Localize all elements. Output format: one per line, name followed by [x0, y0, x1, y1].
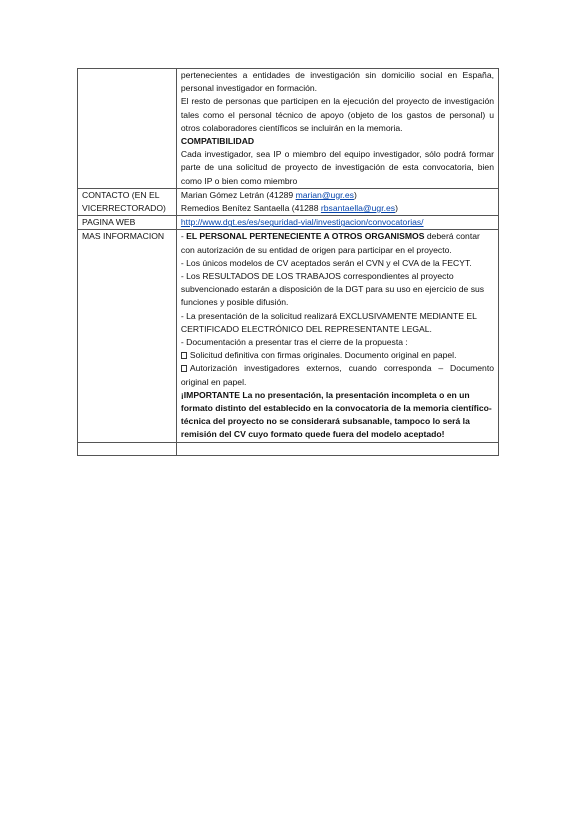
- web-link[interactable]: http://www.dgt.es/es/seguridad-vial/investigacion/convocatorias/: [180, 217, 424, 228]
- contact-person-1: Marian Gómez Letrán (41289 marian@ugr.es): [180, 189, 357, 200]
- web-cell: [176, 216, 498, 230]
- info-item-1: - EL PERSONAL PERTENECIENTE A OTROS ORGANISMOS deberá contar con autorización de su entidad de origen para participar en el proyecto.: [180, 231, 480, 255]
- table-row: [78, 216, 499, 230]
- more-info-cell: [176, 230, 498, 442]
- info-table: [77, 68, 499, 456]
- info-item-2: - Los únicos modelos de CV aceptados serán el CVN y el CVA de la FECYT.: [180, 257, 472, 268]
- info-item-3: - Los RESULTADOS DE LOS TRABAJOS correspondientes al proyecto subvencionado estarán a disposición de la DGT para su uso en ejercicio de sus funciones y posible difusión.: [180, 271, 485, 308]
- contact-cell: [176, 188, 498, 215]
- participants-para-1: pertenecientes a entidades de investigación sin domicilio social en España, personal investigador en formación.: [180, 70, 494, 94]
- compatibility-heading: COMPATIBILIDAD: [180, 136, 255, 147]
- empty-cell: [176, 442, 498, 455]
- participants-cell: [176, 69, 498, 189]
- more-info-label: MAS INFORMACION: [78, 230, 177, 442]
- table-row: [78, 69, 499, 189]
- doc-subitem-1: Solicitud definitiva con firmas originales. Documento original en papel.: [181, 349, 494, 362]
- table-row-empty: [78, 442, 499, 455]
- contact-label: CONTACTO (EN EL VICERRECTORADO): [78, 188, 177, 215]
- checkbox-square-icon: [181, 352, 187, 359]
- email-link-rbsantaella[interactable]: rbsantaella@ugr.es: [320, 203, 396, 214]
- compatibility-text: Cada investigador, sea IP o miembro del equipo investigador, sólo podrá formar parte de una solicitud de proyecto de investigación de esta convocatoria, bien como IP o bien como miembro: [180, 149, 494, 186]
- empty-label-cell: [78, 69, 177, 189]
- web-label: PAGINA WEB: [78, 216, 177, 230]
- empty-cell: [78, 442, 177, 455]
- table-row: [78, 188, 499, 215]
- info-item-5: - Documentación a presentar tras el cierre de la propuesta :: [180, 337, 408, 348]
- email-link-marian[interactable]: marian@ugr.es: [295, 189, 354, 200]
- doc-subitem-2: Autorización investigadores externos, cuando corresponda – Documento original en papel.: [180, 363, 494, 387]
- important-notice: ¡IMPORTANTE La no presentación, la presentación incompleta o en un formato distinto del establecido en la convocatoria de la memoria científico-técnica del proyecto no se considerará subsanable, tampoco lo será la remisión del CV cuyo formato quede fuera del modelo aceptado!: [180, 389, 492, 440]
- table-row: [78, 230, 499, 442]
- info-item-4: - La presentación de la solicitud realizará EXCLUSIVAMENTE MEDIANTE EL CERTIFICADO ELECTRÓNICO DEL REPRESENTANTE LEGAL.: [180, 310, 477, 334]
- contact-person-2: Remedios Benítez Santaella (41288 rbsantaella@ugr.es): [180, 203, 398, 214]
- participants-para-2: El resto de personas que participen en la ejecución del proyecto de investigación tales como el personal técnico de apoyo (objeto de los gastos de personal) u otros colaboradores científicos se incluirán en la memoria.: [180, 96, 494, 133]
- checkbox-square-icon: [181, 365, 187, 372]
